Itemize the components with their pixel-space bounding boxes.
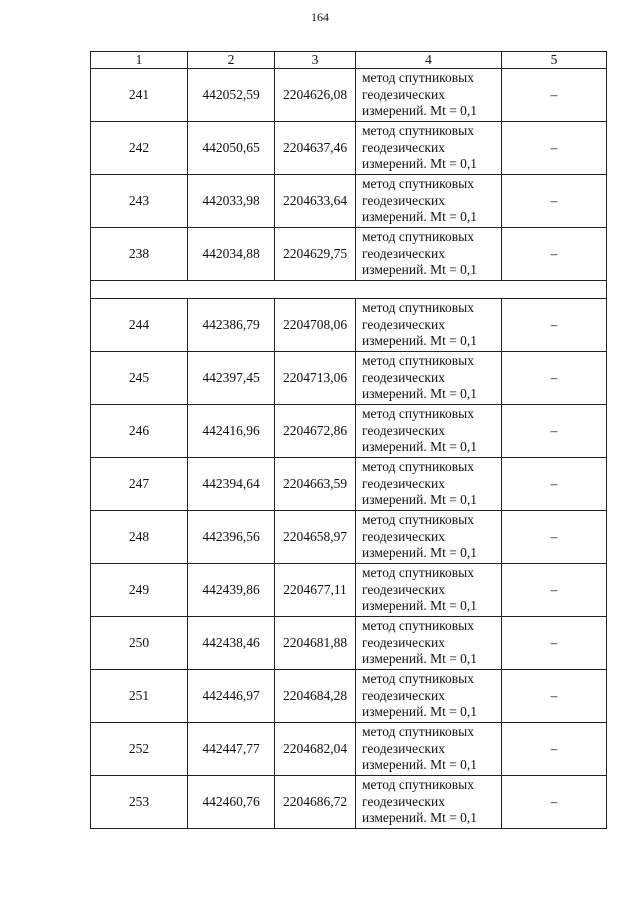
method-description (356, 511, 502, 564)
coordinate-y: 2204681,88 (275, 617, 356, 670)
point-number: 238 (91, 228, 188, 281)
method-description (356, 776, 502, 829)
coordinate-y: 2204629,75 (275, 228, 356, 281)
coordinate-x: 442394,64 (188, 458, 275, 511)
method-description (356, 405, 502, 458)
table-row (91, 458, 607, 511)
point-number: 242 (91, 122, 188, 175)
method-description (356, 69, 502, 122)
point-number: 248 (91, 511, 188, 564)
coordinate-y: 2204663,59 (275, 458, 356, 511)
method-line: геодезических (362, 192, 445, 208)
method-line: измерений. Mt = 0,1 (362, 262, 478, 278)
coordinate-x: 442052,59 (188, 69, 275, 122)
note-dash: – (502, 69, 607, 122)
method-line: метод спутниковых (362, 459, 474, 475)
note-dash: – (502, 175, 607, 228)
method-line: метод спутниковых (362, 123, 474, 139)
table-row (91, 405, 607, 458)
coordinate-y: 2204686,72 (275, 776, 356, 829)
method-line: метод спутниковых (362, 512, 474, 528)
method-line: метод спутниковых (362, 565, 474, 581)
method-line: геодезических (362, 139, 445, 155)
note-dash: – (502, 511, 607, 564)
page-number: 164 (311, 10, 329, 24)
method-description (356, 299, 502, 352)
table-row (91, 299, 607, 352)
coordinate-y: 2204713,06 (275, 352, 356, 405)
method-description (356, 617, 502, 670)
method-line: геодезических (362, 422, 445, 438)
method-line: метод спутниковых (362, 724, 474, 740)
table-row (91, 670, 607, 723)
column-header: 3 (275, 52, 356, 69)
method-line: геодезических (362, 316, 445, 332)
note-dash: – (502, 405, 607, 458)
note-dash: – (502, 723, 607, 776)
coordinate-x: 442438,46 (188, 617, 275, 670)
coordinate-x: 442033,98 (188, 175, 275, 228)
column-header: 5 (502, 52, 607, 69)
method-description (356, 352, 502, 405)
point-number: 246 (91, 405, 188, 458)
note-dash: – (502, 458, 607, 511)
coordinate-x: 442386,79 (188, 299, 275, 352)
coordinate-y: 2204626,08 (275, 69, 356, 122)
method-line: метод спутниковых (362, 618, 474, 634)
method-line: метод спутниковых (362, 406, 474, 422)
method-line: измерений. Mt = 0,1 (362, 209, 478, 225)
coordinate-x: 442034,88 (188, 228, 275, 281)
coordinate-x: 442446,97 (188, 670, 275, 723)
method-line: метод спутниковых (362, 300, 474, 316)
method-line: измерений. Mt = 0,1 (362, 386, 478, 402)
coordinate-y: 2204637,46 (275, 122, 356, 175)
method-line: измерений. Mt = 0,1 (362, 757, 478, 773)
coordinates-table-body (91, 52, 607, 829)
table-row (91, 175, 607, 228)
point-number: 250 (91, 617, 188, 670)
note-dash: – (502, 617, 607, 670)
column-header: 2 (188, 52, 275, 69)
method-line: измерений. Mt = 0,1 (362, 333, 478, 349)
coordinate-y: 2204684,28 (275, 670, 356, 723)
method-description (356, 458, 502, 511)
method-description (356, 670, 502, 723)
point-number: 253 (91, 776, 188, 829)
method-description (356, 564, 502, 617)
note-dash: – (502, 670, 607, 723)
coordinate-y: 2204633,64 (275, 175, 356, 228)
method-line: геодезических (362, 740, 445, 756)
coordinate-x: 442050,65 (188, 122, 275, 175)
point-number: 243 (91, 175, 188, 228)
table-row (91, 122, 607, 175)
method-line: геодезических (362, 369, 445, 385)
method-line: измерений. Mt = 0,1 (362, 598, 478, 614)
coordinate-x: 442416,96 (188, 405, 275, 458)
coordinate-y: 2204682,04 (275, 723, 356, 776)
table-row (91, 69, 607, 122)
note-dash: – (502, 352, 607, 405)
table-row (91, 564, 607, 617)
method-description (356, 723, 502, 776)
point-number: 247 (91, 458, 188, 511)
method-line: измерений. Mt = 0,1 (362, 545, 478, 561)
method-line: метод спутниковых (362, 353, 474, 369)
table-row (91, 723, 607, 776)
coordinate-y: 2204708,06 (275, 299, 356, 352)
method-line: измерений. Mt = 0,1 (362, 156, 478, 172)
table-header-row (91, 52, 607, 69)
point-number: 249 (91, 564, 188, 617)
coordinate-x: 442397,45 (188, 352, 275, 405)
point-number: 252 (91, 723, 188, 776)
method-line: геодезических (362, 245, 445, 261)
separator-row (91, 281, 607, 299)
method-line: метод спутниковых (362, 176, 474, 192)
table-row (91, 228, 607, 281)
method-line: измерений. Mt = 0,1 (362, 439, 478, 455)
method-line: метод спутниковых (362, 671, 474, 687)
method-line: измерений. Mt = 0,1 (362, 810, 478, 826)
table-row (91, 511, 607, 564)
coordinate-x: 442460,76 (188, 776, 275, 829)
method-description (356, 175, 502, 228)
method-line: метод спутниковых (362, 777, 474, 793)
method-line: геодезических (362, 687, 445, 703)
note-dash: – (502, 776, 607, 829)
method-line: геодезических (362, 528, 445, 544)
coordinate-y: 2204672,86 (275, 405, 356, 458)
point-number: 251 (91, 670, 188, 723)
coordinate-y: 2204677,11 (275, 564, 356, 617)
method-line: геодезических (362, 475, 445, 491)
method-line: измерений. Mt = 0,1 (362, 103, 478, 119)
method-line: геодезических (362, 581, 445, 597)
coordinate-x: 442396,56 (188, 511, 275, 564)
table-row (91, 352, 607, 405)
coordinate-y: 2204658,97 (275, 511, 356, 564)
separator-cell (91, 281, 607, 299)
column-header: 1 (91, 52, 188, 69)
method-line: измерений. Mt = 0,1 (362, 704, 478, 720)
method-description (356, 228, 502, 281)
column-header: 4 (356, 52, 502, 69)
note-dash: – (502, 228, 607, 281)
point-number: 245 (91, 352, 188, 405)
method-line: геодезических (362, 793, 445, 809)
table-row (91, 776, 607, 829)
table-row (91, 617, 607, 670)
point-number: 241 (91, 69, 188, 122)
method-line: измерений. Mt = 0,1 (362, 651, 478, 667)
method-line: метод спутниковых (362, 229, 474, 245)
method-line: метод спутниковых (362, 70, 474, 86)
method-line: геодезических (362, 86, 445, 102)
note-dash: – (502, 299, 607, 352)
method-line: геодезических (362, 634, 445, 650)
point-number: 244 (91, 299, 188, 352)
note-dash: – (502, 122, 607, 175)
note-dash: – (502, 564, 607, 617)
coordinate-x: 442439,86 (188, 564, 275, 617)
coordinate-x: 442447,77 (188, 723, 275, 776)
coordinates-table (90, 51, 607, 829)
method-description (356, 122, 502, 175)
method-line: измерений. Mt = 0,1 (362, 492, 478, 508)
